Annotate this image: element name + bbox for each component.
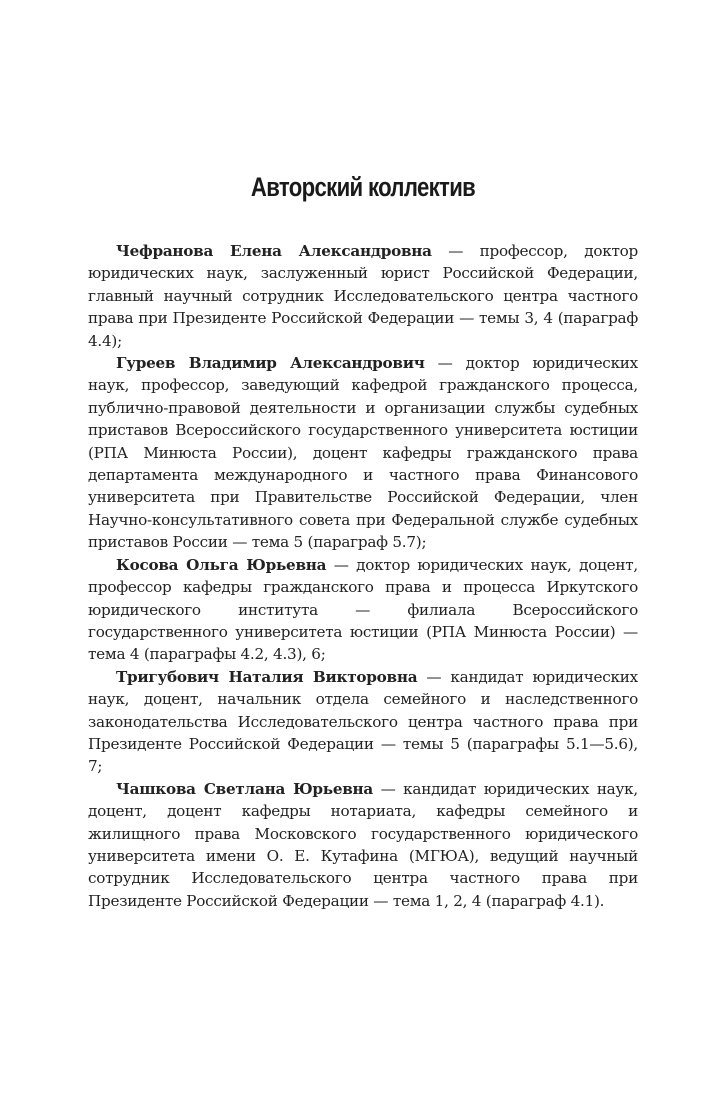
author-name: Гуреев Владимир Александрович	[116, 354, 425, 373]
author-description: — доктор юридических наук, профессор, заведующий кафедрой гражданского процесса, публично-правовой деятельности и организации службы судебных приставов Всероссийского государственного университета юстиции (РПА Минюста России), доцент кафедры гражданского права департамента международного и частного права Финансового университета при Правительстве Российской Федерации, член Научно-консультативного совета при Федеральной службе судебных приставов России — тема 5 (параграф 5.7);	[88, 354, 638, 552]
author-name: Чашкова Светлана Юрьевна	[116, 779, 374, 798]
author-description: — кандидат юридических наук, доцент, начальник отдела семейного и наследственного законодательства Исследовательского центра частного права при Президенте Российской Федерации — темы 5 (параграфы 5.1—5.6), 7;	[88, 667, 638, 776]
author-description: — профессор, доктор юридических наук, заслуженный юрист Российской Федерации, главный научный сотрудник Исследовательского центра частного права при Президенте Российской Федерации — темы 3, 4 (параграф 4.4);	[88, 242, 638, 350]
author-entry	[88, 778, 638, 912]
author-entry	[88, 666, 638, 778]
author-description: — кандидат юридических наук, доцент, доцент кафедры нотариата, кафедры семейного и жилищного права Московского государственного юридического университета имени О. Е. Кутафина (МГЮА), ведущий научный сотрудник Исследовательского центра частного права при Президенте Российской Федерации — тема 1, 2, 4 (параграф 4.1).	[88, 779, 638, 910]
author-entry	[88, 554, 638, 666]
author-description: — доктор юридических наук, доцент, профессор кафедры гражданского права и процесса Иркутского юридического института — филиала Всероссийского государственного университета юстиции (РПА Минюста России) — тема 4 (параграфы 4.2, 4.3), 6;	[88, 555, 638, 664]
author-entry	[88, 352, 638, 554]
page-title: Авторский коллектив	[250, 172, 476, 202]
author-list	[88, 240, 638, 912]
author-name: Чефранова Елена Александровна	[116, 242, 432, 260]
author-name: Косова Ольга Юрьевна	[116, 555, 327, 574]
author-entry	[88, 240, 638, 352]
author-name: Тригубович Наталия Викторовна	[116, 667, 418, 686]
